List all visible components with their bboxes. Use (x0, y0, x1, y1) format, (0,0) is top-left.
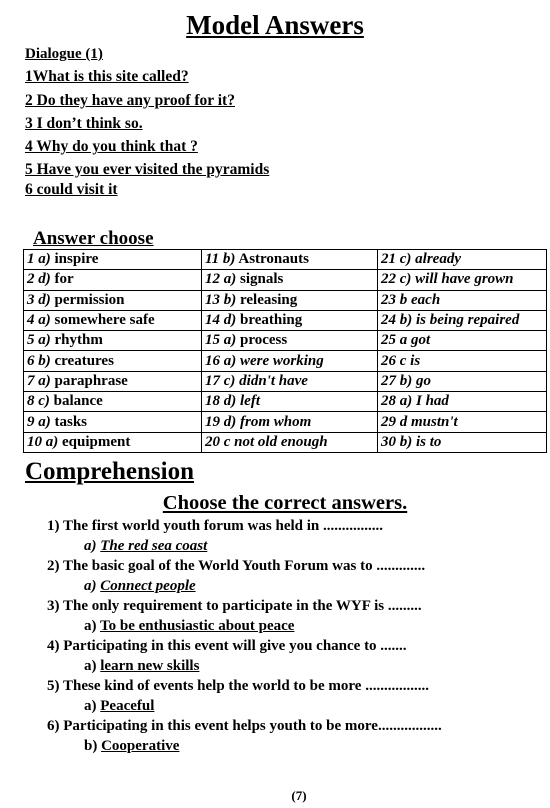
answer-word: inspire (54, 251, 99, 268)
answer-number: 29 d (381, 413, 408, 430)
answer-cell (202, 412, 378, 432)
answer-number: 21 c) (381, 251, 412, 268)
answer-cell (378, 270, 547, 290)
answer-number: 7 a) (27, 372, 51, 389)
answer-cell (202, 392, 378, 412)
answer-cell (24, 331, 202, 351)
answer-word: each (411, 291, 441, 308)
answer-word: is to (416, 433, 442, 450)
answer-number: 3 d) (27, 291, 51, 308)
question: 1) The first world youth forum was held in ................ (47, 518, 383, 534)
answer-cell (202, 351, 378, 371)
answer-cell (24, 270, 202, 290)
table-row (24, 371, 547, 391)
table-row (24, 392, 547, 412)
answer-word: permission (54, 291, 125, 308)
answer-number: 10 a) (27, 433, 59, 450)
answer (84, 698, 154, 715)
answer-number: 11 b) (205, 251, 236, 268)
answer-word: breathing (240, 312, 303, 329)
answer-word: I had (416, 393, 449, 410)
answer-cell (202, 310, 378, 330)
answer-number: 16 a) (205, 352, 237, 369)
answer-word: rhythm (54, 332, 103, 349)
answer-number: 23 b (381, 291, 408, 308)
question: 4) Participating in this event will give you chance to ....... (47, 638, 407, 654)
table-row (24, 432, 547, 452)
answer-word: will have grown (415, 271, 514, 288)
answer-cell (202, 432, 378, 452)
answer (84, 578, 196, 595)
answer-number: 20 c (205, 433, 231, 450)
answer-cell (202, 371, 378, 391)
answer-word: process (240, 332, 288, 349)
answer-letter: b) (84, 738, 98, 754)
answer-word: tasks (54, 413, 88, 430)
dialogue-line: 1What is this site called? (25, 68, 189, 85)
answer-cell (24, 351, 202, 371)
answer (84, 658, 199, 675)
answer-number: 22 c) (381, 271, 412, 288)
answer-cell (24, 250, 202, 270)
question: 6) Participating in this event helps youth to be more................. (47, 718, 442, 734)
answer-word: Astronauts (238, 251, 309, 268)
answer-cell (202, 290, 378, 310)
table-row (24, 351, 547, 371)
answer-letter: a) (84, 658, 97, 674)
answer-number: 15 a) (205, 332, 237, 349)
answer (84, 738, 179, 755)
dialogue-line: 3 I don’t think so. (25, 115, 143, 132)
answer-word: already (415, 251, 461, 268)
answer-number: 26 c (381, 352, 407, 369)
answer-cell (378, 371, 547, 391)
answer-word: balance (53, 393, 103, 410)
answer-number: 24 b) (381, 312, 413, 329)
answer-word: left (240, 393, 260, 410)
dialogue-line: 6 could visit it (25, 181, 118, 198)
dialogue-line: 5 Have you ever visited the pyramids (25, 161, 270, 178)
answer-text: Peaceful (100, 698, 155, 714)
question: 2) The basic goal of the World Youth Forum was to ............. (47, 558, 426, 574)
dialogue-line: 4 Why do you think that ? (25, 138, 198, 155)
answer-number: 13 b) (205, 291, 237, 308)
answer-number: 8 c) (27, 393, 50, 410)
answer-letter: a) (84, 618, 97, 634)
answer-cell (202, 270, 378, 290)
page-number: (7) (291, 788, 307, 803)
table-row (24, 270, 547, 290)
page-title: Model Answers (186, 10, 364, 40)
answer-cell (202, 250, 378, 270)
answer-letter: a) (84, 578, 97, 594)
answer-number: 28 a) (381, 393, 413, 410)
answer-word: mustn't (411, 413, 458, 430)
answer-cell (378, 250, 547, 270)
answer-word: not old enough (234, 433, 328, 450)
answer-word: signals (240, 271, 284, 288)
answer-word: got (411, 332, 431, 349)
answer-cell (24, 310, 202, 330)
answer-word: go (416, 372, 431, 389)
answer-word: from whom (240, 413, 312, 430)
answer-word: is being repaired (416, 312, 520, 329)
answer-choose-table (23, 249, 547, 453)
answer-cell (24, 432, 202, 452)
answer-cell (378, 290, 547, 310)
answer (84, 538, 207, 555)
answer-cell (24, 392, 202, 412)
answer-cell (378, 331, 547, 351)
answer-cell (202, 331, 378, 351)
table-row (24, 310, 547, 330)
answer-number: 14 d) (205, 312, 237, 329)
answer-text: Connect people (100, 578, 196, 594)
answer-number: 6 b) (27, 352, 51, 369)
dialogue-line: 2 Do they have any proof for it? (25, 92, 235, 109)
answer-word: didn't have (239, 372, 308, 389)
answer-word: for (54, 271, 74, 288)
answer (84, 618, 294, 635)
answer-cell (24, 290, 202, 310)
answer-number: 25 a (381, 332, 408, 349)
answer-letter: a) (84, 698, 97, 714)
table-row (24, 250, 547, 270)
answer-number: 19 d) (205, 413, 237, 430)
answer-word: is (410, 352, 421, 369)
comprehension-heading: Comprehension (25, 458, 195, 485)
answer-number: 2 d) (27, 271, 51, 288)
answer-cell (378, 392, 547, 412)
answer-word: paraphrase (54, 372, 128, 389)
answer-choose-heading: Answer choose (33, 228, 154, 249)
answer-word: equipment (62, 433, 131, 450)
answer-word: releasing (240, 291, 298, 308)
table-row (24, 412, 547, 432)
answer-cell (378, 432, 547, 452)
answer-number: 18 d) (205, 393, 237, 410)
answer-cell (378, 310, 547, 330)
answer-word: somewhere safe (54, 312, 155, 329)
answer-cell (378, 412, 547, 432)
answer-cell (378, 351, 547, 371)
table-row (24, 290, 547, 310)
question: 3) The only requirement to participate in the WYF is ......... (47, 598, 422, 614)
answer-text: learn new skills (100, 658, 200, 674)
answer-cell (24, 412, 202, 432)
answer-text: Cooperative (101, 738, 180, 754)
answer-cell (24, 371, 202, 391)
answer-number: 30 b) (381, 433, 413, 450)
answer-number: 9 a) (27, 413, 51, 430)
answer-number: 17 c) (205, 372, 236, 389)
answer-text: To be enthusiastic about peace (99, 618, 295, 634)
answer-text: The red sea coast (100, 538, 208, 554)
answer-number: 4 a) (27, 312, 51, 329)
answer-number: 1 a) (27, 251, 51, 268)
answer-number: 5 a) (27, 332, 51, 349)
table-row (24, 331, 547, 351)
answer-letter: a) (84, 538, 97, 554)
question: 5) These kind of events help the world to be more ................. (47, 678, 429, 694)
answer-word: creatures (54, 352, 114, 369)
dialogue-heading: Dialogue (1) (25, 46, 103, 62)
answer-word: were working (240, 352, 324, 369)
answer-number: 27 b) (381, 372, 413, 389)
answer-number: 12 a) (205, 271, 237, 288)
comprehension-subheading: Choose the correct answers. (162, 492, 408, 514)
